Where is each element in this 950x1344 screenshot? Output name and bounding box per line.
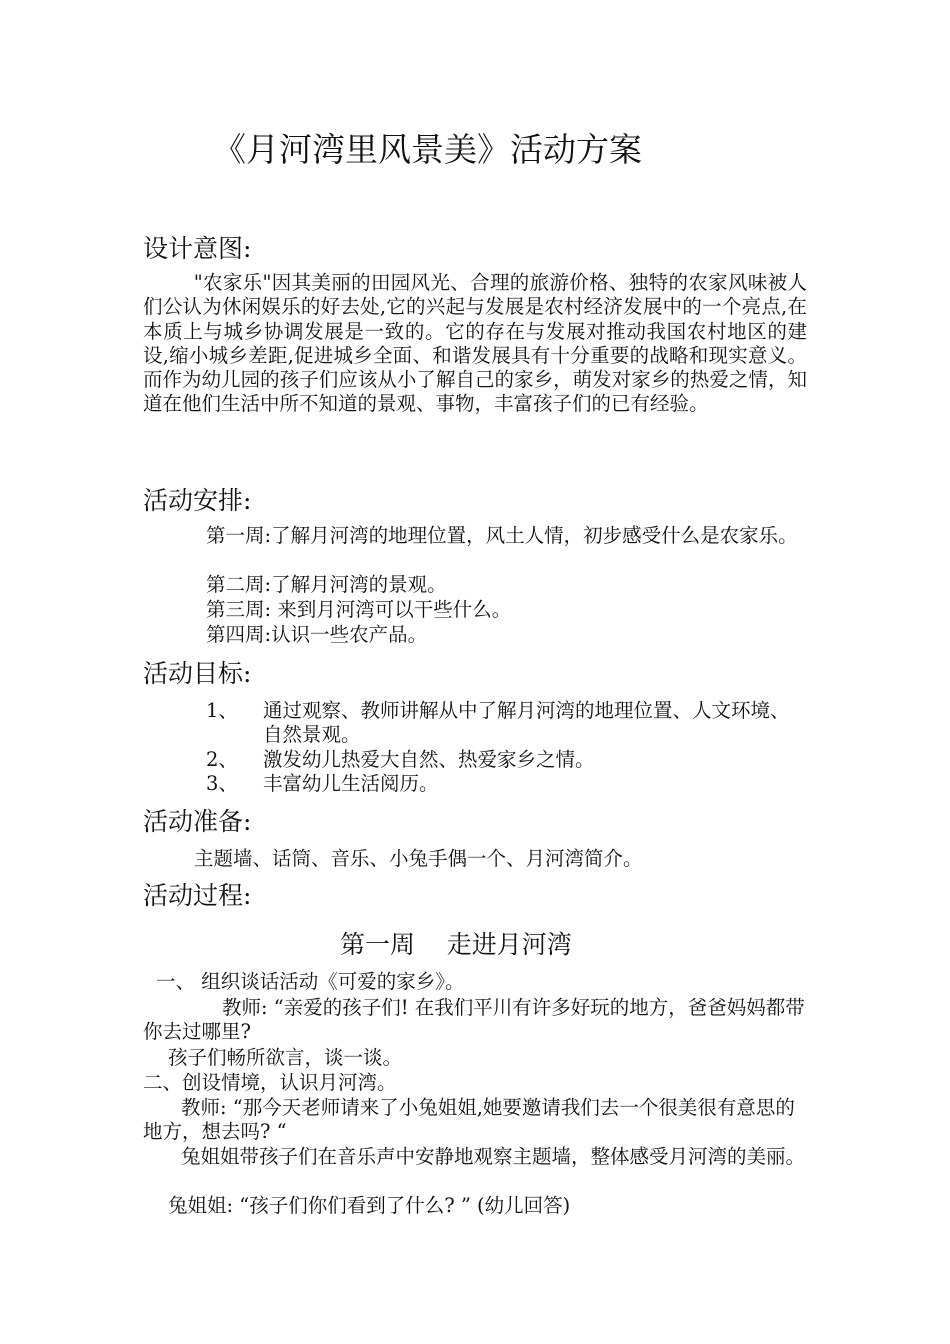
goal-item: 丰富幼儿生活阅历。 — [263, 772, 439, 795]
goal-number: 3、 — [206, 772, 238, 795]
goal-item: 激发幼儿热爱大自然、热爱家乡之情。 — [263, 748, 595, 771]
goal-number: 1、 — [206, 699, 238, 722]
goal-item: 通过观察、教师讲解从中了解月河湾的地理位置、人文环境、自然景观。 — [263, 699, 790, 746]
schedule-week-3: 第三周: 来到月河湾可以干些什么。 — [206, 598, 512, 621]
step-1-children-line: 孩子们畅所欲言，谈一谈。 — [168, 1046, 403, 1069]
week-1-title: 第一周 走进月河湾 — [340, 930, 572, 959]
heading-goals: 活动目标: — [143, 659, 252, 688]
schedule-week-4: 第四周:认识一些农产品。 — [206, 623, 428, 646]
preparation-text: 主题墙、话筒、音乐、小兔手偶一个、月河湾简介。 — [194, 847, 643, 870]
goal-number: 2、 — [206, 748, 238, 771]
schedule-week-1: 第一周:了解月河湾的地理位置，风土人情，初步感受什么是农家乐。 — [206, 524, 798, 547]
step-1-teacher-line: 教师: “亲爱的孩子们! 在我们平川有许多好玩的地方，爸爸妈妈都带你去过哪里? — [143, 996, 805, 1043]
heading-schedule: 活动安排: — [143, 486, 252, 515]
heading-design-intent: 设计意图: — [143, 234, 252, 263]
step-2-question-line: 兔姐姐: “孩子们你们看到了什么? ” (幼儿回答) — [168, 1194, 571, 1217]
heading-preparation: 活动准备: — [143, 807, 252, 836]
schedule-week-2: 第二周:了解月河湾的景观。 — [206, 573, 447, 596]
document-title: 《月河湾里风景美》活动方案 — [213, 130, 642, 169]
heading-process: 活动过程: — [143, 881, 252, 910]
process-step-1: 一、 组织谈话活动《可爱的家乡》。 — [156, 970, 465, 993]
design-intent-paragraph: "农家乐"因其美丽的田园风光、合理的旅游价格、独特的农家风味被人们公认为休闲娱乐的好去处,它的兴起与发展是农村经济发展中的一个亮点,在本质上与城乡协调发展是一致的。它的存在与发展对推动我国农村地区的建设,缩小城乡差距,促进城乡全面、和谐发展具有十分重要的战略和现实意义。而作为幼儿园的孩子们应该从小了解自己的家乡，萌发对家乡的热爱之情，知道在他们生活中所不知道的景观、事物，丰富孩子们的已有经验。 — [143, 271, 807, 416]
step-2-teacher-line: 教师: “那今天老师请来了小兔姐姐,她要邀请我们去一个很美很有意思的地方，想去吗? “ — [143, 1096, 795, 1143]
step-2-observe-line: 兔姐姐带孩子们在音乐声中安静地观察主题墙，整体感受月河湾的美丽。 — [181, 1145, 806, 1168]
process-step-2: 二、创设情境，认识月河湾。 — [143, 1071, 397, 1094]
